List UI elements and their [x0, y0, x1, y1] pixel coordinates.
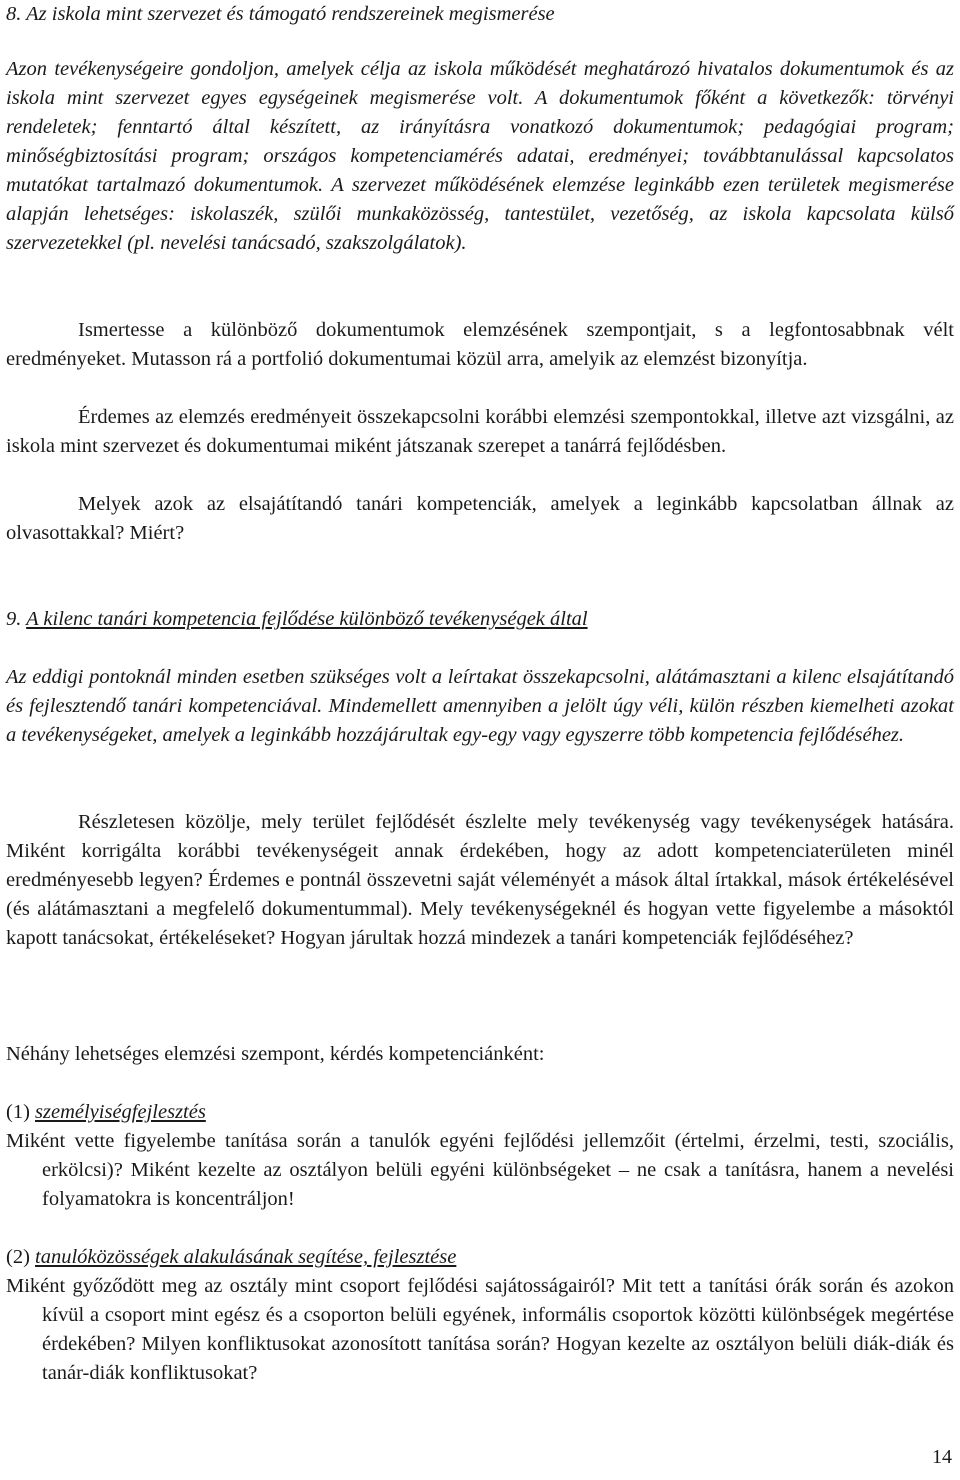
section-8-title: 8. Az iskola mint szervezet és támogató rendszereinek megismerése [6, 3, 555, 25]
list-item-number: (1) [6, 1101, 30, 1123]
section-9-title: A kilenc tanári kompetencia fejlődése különböző tevékenységek által [26, 608, 588, 630]
section-8-intro: Azon tevékenységeire gondoljon, amelyek célja az iskola működését meghatározó hivatalos dokumentumok és az iskola mint szervezet egyes egységeinek megismerése volt. A dokumentumok főként a következők: törvényi rendeletek; fenntartó által készített, az irányításra vonatkozó dokumentumok; pedagógiai program; minőségbiztosítási program; országos kompetenciamérés adatai, eredményei; továbbtanulással kapcsolatos mutatókat tartalmazó dokumentumok. A szervezet működésének elemzése leginkább ezen területek megismerése alapján lehetséges: iskolaszék, szülői munkaközösség, tantestület, vezetőség, az iskola kapcsolata külső szervezetekkel (pl. nevelési tanácsadó, szakszolgálatok). [6, 58, 954, 254]
section-9-paragraph-2: Néhány lehetséges elemzési szempont, kérdés kompetenciánként: [6, 1043, 545, 1065]
section-8-paragraph-3: Melyek azok az elsajátítandó tanári kompetenciák, amelyek a leginkább kapcsolatban állnak az olvasottakkal? Miért? [6, 493, 954, 544]
list-item-label: személyiségfejlesztés [35, 1101, 206, 1123]
section-9-heading [6, 605, 954, 634]
section-9-intro: Az eddigi pontoknál minden esetben szükséges volt a leírtakat összekapcsolni, alátámasztani a kilenc elsajátítandó és fejlesztendő tanári kompetenciával. Mindemellett amennyiben a jelölt úgy véli, külön részben kiemelheti azokat a tevékenységeket, amelyek a leginkább hozzájárultak egy-egy vagy egyszerre több kompetencia fejlődéséhez. [6, 666, 954, 746]
section-8-paragraph-2: Érdemes az elemzés eredményeit összekapcsolni korábbi elemzési szempontokkal, illetve azt vizsgálni, az iskola mint szervezet és dokumentumai miként játszanak szerepet a tanárrá fejlődésben. [6, 406, 954, 457]
list-item [6, 1243, 954, 1388]
list-item-heading [6, 1098, 954, 1127]
list-item-text: Miként vette figyelembe tanítása során a tanulók egyéni fejlődési jellemzőit (értelmi, érzelmi, testi, szociális, erkölcsi)? Miként kezelte az osztályon belüli egyéni különbségeket – ne csak a tanításra, hanem a nevelési folyamatokra is koncentráljon! [6, 1130, 954, 1210]
section-9-number: 9. [6, 608, 22, 630]
list-item-text: Miként győződött meg az osztály mint csoport fejlődési sajátosságairól? Mit tett a tanítási órák során és azokon kívül a csoport mint egész és a csoporton belüli egyének, informális csoportok közötti különbségek megértése érdekében? Milyen konfliktusokat azonosított tanítása során? Hogyan kezelte az osztályon belüli diák-diák és tanár-diák konfliktusokat? [6, 1275, 954, 1384]
list-item-label: tanulóközösségek alakulásának segítése, fejlesztése [35, 1246, 457, 1268]
section-9-paragraph-1: Részletesen közölje, mely terület fejlődését észlelte mely tevékenység vagy tevékenységek hatására. Miként korrigálta korábbi tevékenységeit annak érdekében, hogy az adott kompetenciaterületen minél eredményesebb legyen? Érdemes e pontnál összevetni saját véleményét a mások által írtakkal, mások értékelésével (és alátámasztani a megfelelő dokumentummal). Mely tevékenységeknél és hogyan vette figyelembe a másoktól kapott tanácsokat, értékeléseket? Hogyan járultak hozzá mindezek a tanári kompetenciák fejlődéséhez? [6, 811, 954, 949]
list-item [6, 1098, 954, 1214]
list-item-heading [6, 1243, 954, 1272]
page-number: 14 [932, 1446, 952, 1468]
list-item-number: (2) [6, 1246, 30, 1268]
section-8-paragraph-1: Ismertesse a különböző dokumentumok elemzésének szempontjait, s a legfontosabbnak vélt eredményeket. Mutasson rá a portfolió dokumentumai közül arra, amelyik az elemzést bizonyítja. [6, 319, 954, 370]
